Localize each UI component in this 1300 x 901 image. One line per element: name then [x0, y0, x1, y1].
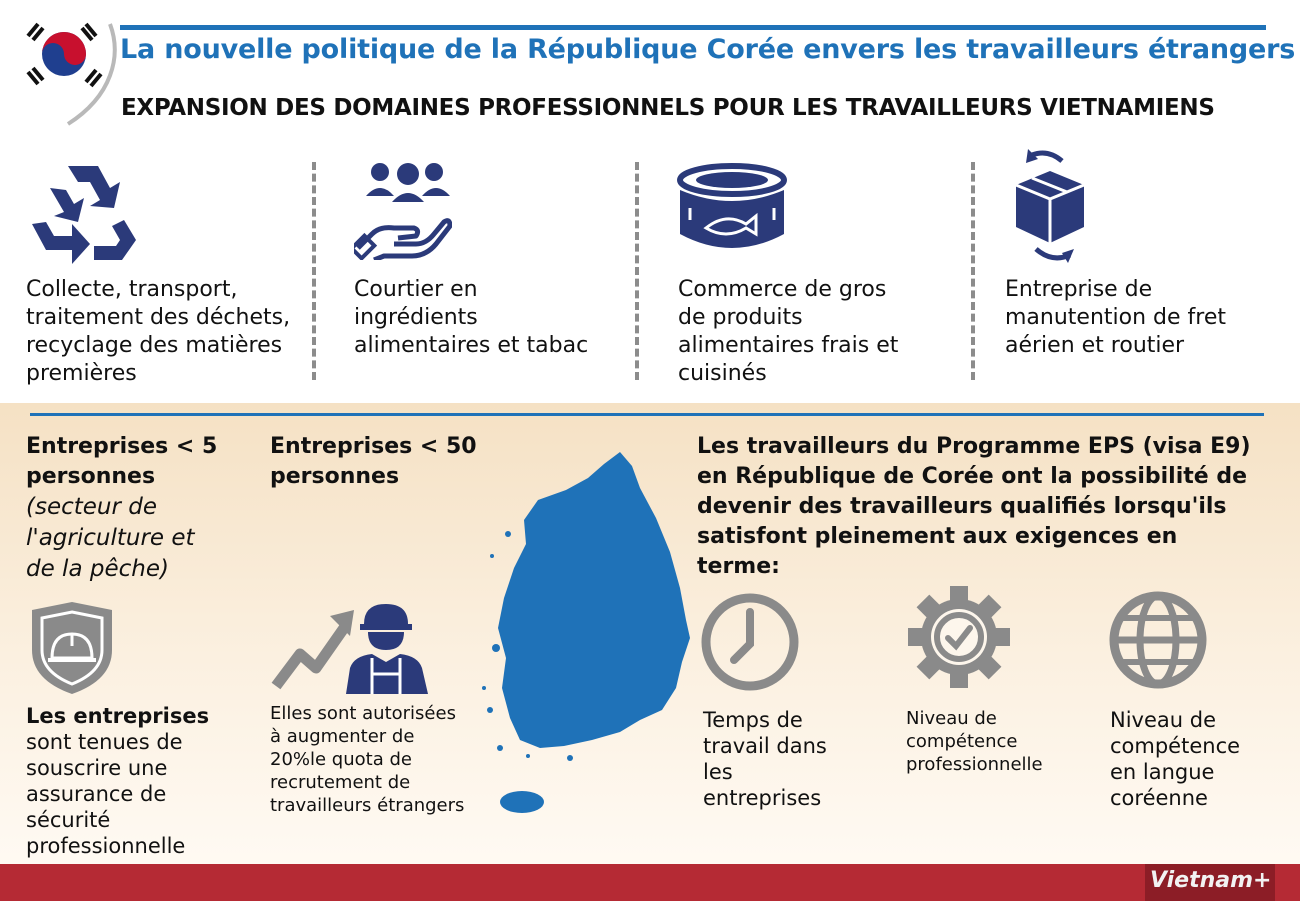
globe-icon: [1108, 590, 1208, 690]
eps-heading: Les travailleurs du Programme EPS (visa E9) en République de Corée ont la possibilité de devenir des travailleurs qualifiés lorsqu'ils satisfont pleinement aux exigences en terme:: [697, 434, 1251, 579]
korea-flag-icon: [22, 16, 118, 128]
header-rule: [120, 25, 1266, 30]
medium-firms-description: Elles sont autorisées à augmenter de 20%le quota de recrutement de travailleurs étrangers: [270, 703, 465, 816]
small-firms-description: Les entreprises sont tenues de souscrire une assurance de sécurité professionnelle: [26, 704, 210, 858]
gear-check-icon: [906, 584, 1012, 690]
fish-can-icon: [676, 162, 788, 254]
requirement-label-time: Temps de travail dans les entreprises: [703, 708, 827, 810]
footer-bar: [0, 864, 1300, 901]
people-hand-icon: [354, 160, 452, 260]
page-title: La nouvelle politique de la République Corée envers les travailleurs étrangers: [120, 34, 1296, 65]
section-rule: [30, 413, 1264, 416]
category-label-freight: Entreprise de manutention de fret aérien et routier: [1005, 277, 1226, 358]
category-divider: [312, 162, 316, 380]
category-label-wholesale: Commerce de gros de produits alimentaires frais et cuisinés: [678, 277, 899, 386]
shield-helmet-icon: [30, 600, 114, 696]
growth-worker-icon: [268, 598, 434, 696]
requirement-label-language: Niveau de compétence en langue coréenne: [1110, 708, 1241, 810]
category-label-waste: Collecte, transport, traitement des déchets, recyclage des matières premières: [26, 277, 291, 386]
category-label-broker: Courtier en ingrédients alimentaires et tabac: [354, 277, 589, 358]
south-korea-map-icon: [480, 448, 694, 818]
medium-firms-heading: Entreprises < 50 personnes: [270, 434, 477, 489]
clock-icon: [700, 592, 800, 692]
recycle-icon: [28, 160, 138, 266]
box-cycle-icon: [1012, 145, 1088, 269]
brand-logo: Vietnam+: [1150, 868, 1272, 893]
category-divider: [635, 162, 639, 380]
small-firms-heading: Entreprises < 5 personnes (secteur de l'agriculture et de la pêche): [26, 434, 218, 582]
page-subtitle: EXPANSION DES DOMAINES PROFESSIONNELS POUR LES TRAVAILLEURS VIETNAMIENS: [121, 95, 1215, 121]
requirement-label-skill: Niveau de compétence professionnelle: [906, 708, 1043, 775]
category-divider: [971, 162, 975, 380]
